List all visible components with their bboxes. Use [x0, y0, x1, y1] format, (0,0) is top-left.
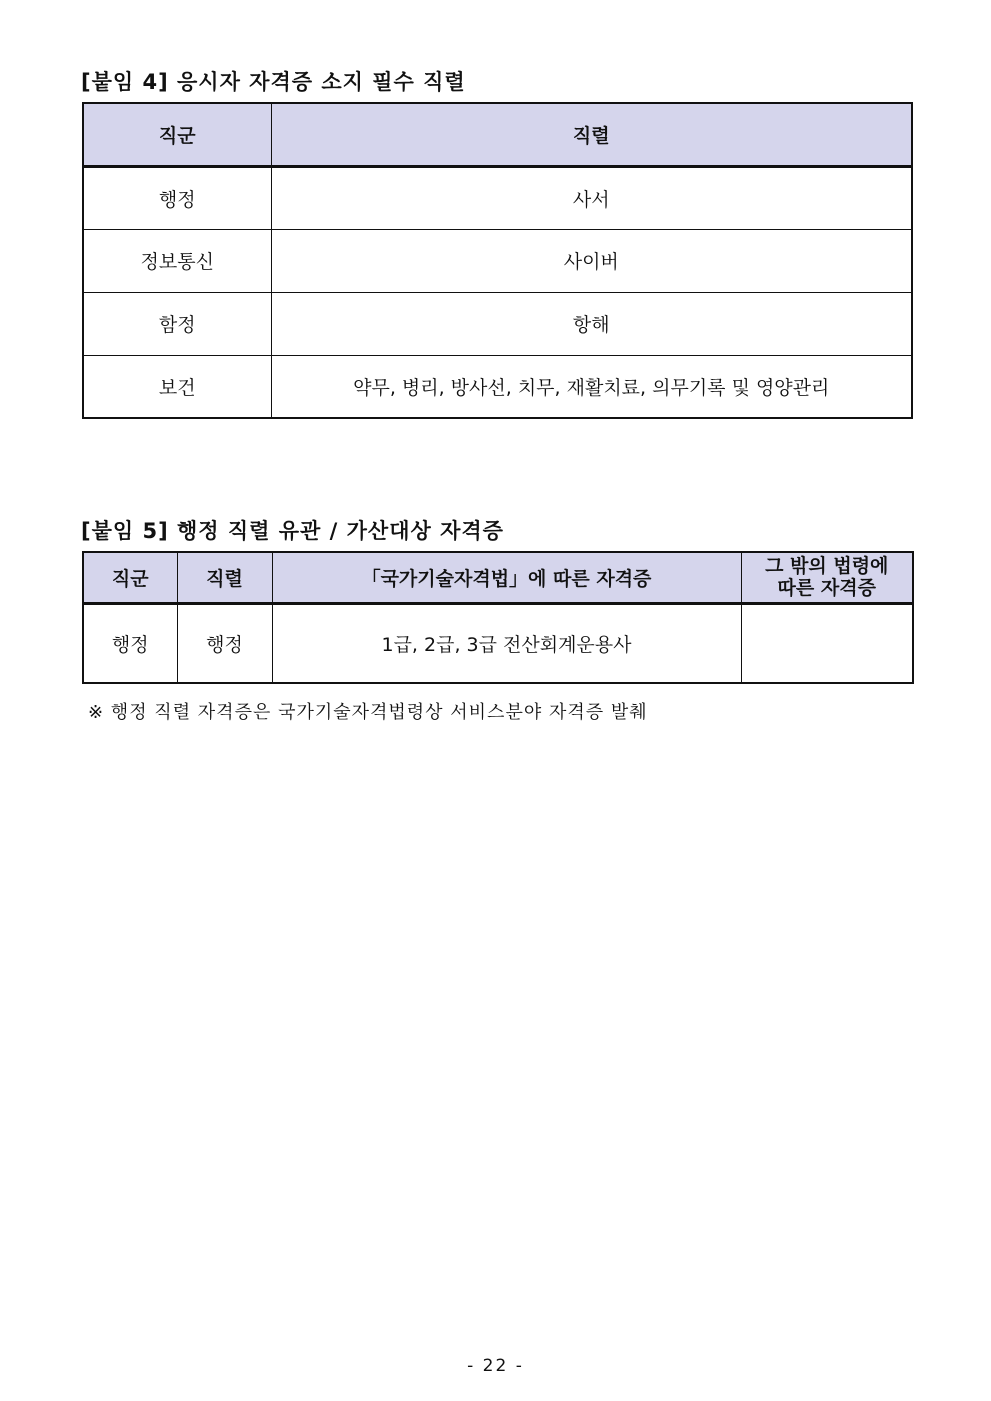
attachment4-title: [붙임 4] 응시자 자격증 소지 필수 직렬	[81, 70, 466, 94]
column-header-group: 직군	[83, 103, 271, 166]
cell-series: 사이버	[271, 229, 912, 292]
table-row	[83, 292, 912, 355]
table-header-row	[83, 103, 912, 166]
column-header-series: 직렬	[271, 103, 912, 166]
column-header-other-cert-line2: 따른 자격증	[777, 577, 876, 600]
column-header-series: 직렬	[177, 552, 272, 603]
cell-series: 행정	[177, 603, 272, 683]
footnote: ※ 행정 직렬 자격증은 국가기술자격법령상 서비스분야 자격증 발췌	[88, 702, 648, 723]
column-header-other-cert-line1: 그 밖의 법령에	[765, 555, 889, 578]
cell-series: 약무, 병리, 방사선, 치무, 재활치료, 의무기록 및 영양관리	[271, 355, 912, 418]
table-header-row	[83, 552, 913, 603]
cell-series: 사서	[271, 166, 912, 229]
cell-other-cert	[741, 603, 913, 683]
column-header-national-cert: 「국가기술자격법」에 따른 자격증	[272, 552, 741, 603]
attachment4-table	[82, 102, 913, 419]
attachment5-table	[82, 551, 914, 684]
table-row	[83, 603, 913, 683]
table-row	[83, 229, 912, 292]
cell-group: 보건	[83, 355, 271, 418]
column-header-other-cert	[741, 552, 913, 603]
table-row	[83, 166, 912, 229]
table-row	[83, 355, 912, 418]
column-header-group: 직군	[83, 552, 177, 603]
cell-group: 행정	[83, 603, 177, 683]
cell-series: 항해	[271, 292, 912, 355]
cell-group: 함정	[83, 292, 271, 355]
attachment5-title: [붙임 5] 행정 직렬 유관 / 가산대상 자격증	[81, 519, 504, 543]
cell-national-cert: 1급, 2급, 3급 전산회계운용사	[272, 603, 741, 683]
cell-group: 정보통신	[83, 229, 271, 292]
page-number: - 22 -	[467, 1356, 524, 1376]
cell-group: 행정	[83, 166, 271, 229]
